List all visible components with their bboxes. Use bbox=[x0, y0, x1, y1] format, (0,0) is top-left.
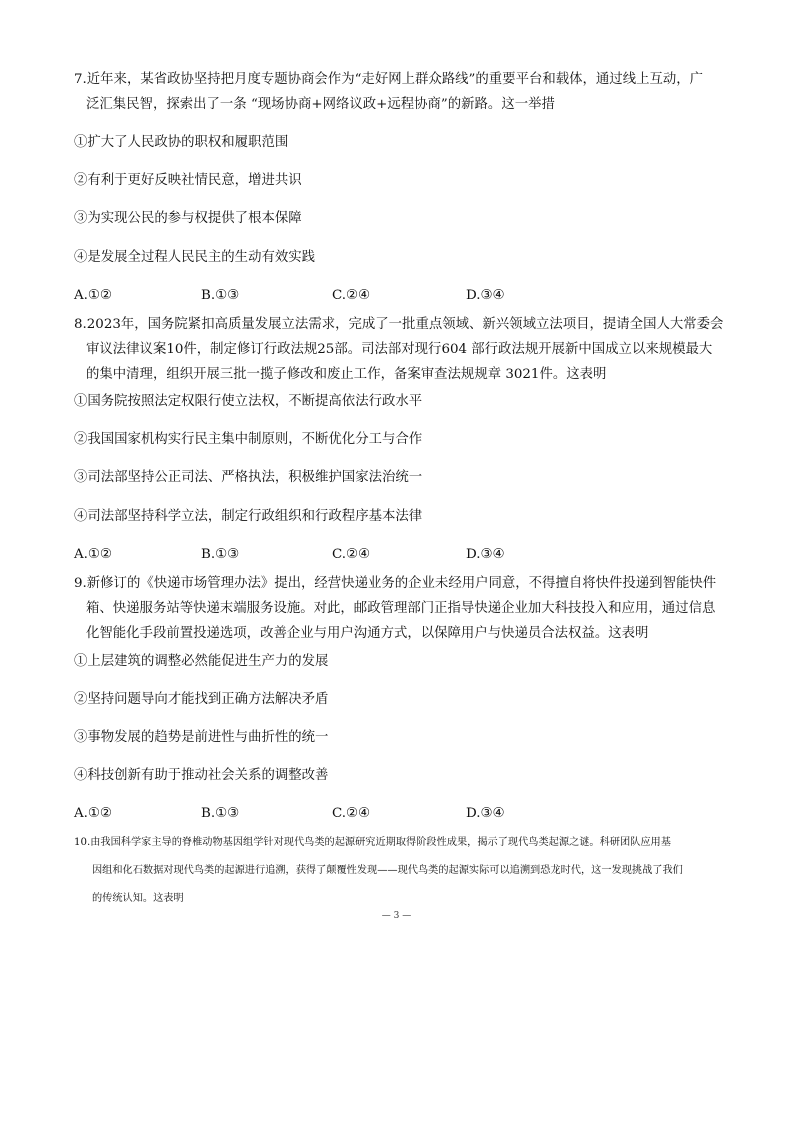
question-8-stem bbox=[74, 312, 724, 387]
question-9-stem bbox=[74, 571, 724, 646]
question-7-option-3: ③为实现公民的参与权提供了根本保障 bbox=[74, 211, 302, 226]
question-7-option-1: ①扩大了人民政协的职权和履职范围 bbox=[74, 135, 289, 150]
question-9-stem-line-2: 箱、快递服务站等快递末端服务设施。对此，邮政管理部门正指导快递企业加大科技投入和应用，通过信息 bbox=[86, 601, 716, 616]
choice-c: C.②④ bbox=[332, 547, 371, 562]
question-9-option-3: ③事物发展的趋势是前进性与曲折性的统一 bbox=[74, 730, 329, 745]
choice-a: A.①② bbox=[74, 806, 112, 821]
question-9-option-1: ①上层建筑的调整必然能促进生产力的发展 bbox=[74, 654, 329, 669]
question-10-stem bbox=[74, 829, 734, 913]
question-8-option-4: ④司法部坚持科学立法，制定行政组织和行政程序基本法律 bbox=[74, 509, 423, 524]
question-8-stem-line-2: 审议法律议案10件，制定修订行政法规25部。司法部对现行604 部行政法规开展新中国成立以来规模最大 bbox=[86, 342, 713, 357]
choice-d: D.③④ bbox=[466, 288, 505, 303]
question-9-option-4: ④科技创新有助于推动社会关系的调整改善 bbox=[74, 768, 329, 783]
question-10-stem-line-2: 因组和化石数据对现代鸟类的起源进行追溯，获得了颠覆性发现——现代鸟类的起源实际可以追溯到恐龙时代，这一发现挑战了我们 bbox=[92, 865, 683, 876]
choice-d: D.③④ bbox=[466, 806, 505, 821]
question-8-choices bbox=[74, 545, 634, 565]
question-7-stem-line-2: 泛汇集民智，探索出了一条 “现场协商+网络议政+远程协商”的新路。这一举措 bbox=[86, 97, 555, 112]
choice-d: D.③④ bbox=[466, 547, 505, 562]
choice-c: C.②④ bbox=[332, 288, 371, 303]
page-number: — 3 — bbox=[381, 911, 412, 921]
choice-a: A.①② bbox=[74, 288, 112, 303]
question-8-option-3: ③司法部坚持公正司法、严格执法，积极维护国家法治统一 bbox=[74, 470, 423, 485]
question-7-choices bbox=[74, 286, 634, 306]
choice-b: B.①③ bbox=[201, 547, 240, 562]
question-10-stem-line-1: 10.由我国科学家主导的脊椎动物基因组学针对现代鸟类的起源研究近期取得阶段性成果，揭示了现代鸟类起源之谜。科研团队应用基 bbox=[74, 837, 671, 848]
question-7-option-2: ②有利于更好反映社情民意，增进共识 bbox=[74, 173, 302, 188]
question-7-stem-line-1: 7.近年来，某省政协坚持把月度专题协商会作为“走好网上群众路线”的重要平台和载体，通过线上互动，广 bbox=[74, 72, 704, 87]
question-7-stem bbox=[74, 67, 724, 117]
choice-b: B.①③ bbox=[201, 288, 240, 303]
question-7-option-4: ④是发展全过程人民民主的生动有效实践 bbox=[74, 250, 316, 265]
choice-b: B.①③ bbox=[201, 806, 240, 821]
question-9-stem-line-1: 9.新修订的《快递市场管理办法》提出，经营快递业务的企业未经用户同意，不得擅自将快件投递到智能快件 bbox=[74, 576, 717, 591]
question-10-stem-line-3: 的传统认知。这表明 bbox=[92, 893, 184, 904]
question-8-option-1: ①国务院按照法定权限行使立法权，不断提高依法行政水平 bbox=[74, 394, 423, 409]
question-9-stem-line-3: 化智能化手段前置投递选项，改善企业与用户沟通方式，以保障用户与快递员合法权益。这表明 bbox=[86, 626, 649, 641]
question-9-option-2: ②坚持问题导向才能找到正确方法解决矛盾 bbox=[74, 692, 329, 707]
question-9-choices bbox=[74, 804, 634, 824]
choice-a: A.①② bbox=[74, 547, 112, 562]
question-8-stem-line-1: 8.2023年，国务院紧扣高质量发展立法需求，完成了一批重点领域、新兴领域立法项目，提请全国人大常委会 bbox=[74, 317, 724, 332]
choice-c: C.②④ bbox=[332, 806, 371, 821]
question-8-option-2: ②我国国家机构实行民主集中制原则，不断优化分工与合作 bbox=[74, 432, 423, 447]
question-8-stem-line-3: 的集中清理，组织开展三批一揽子修改和废止工作，备案审查法规规章 3021件。这表明 bbox=[86, 367, 607, 382]
